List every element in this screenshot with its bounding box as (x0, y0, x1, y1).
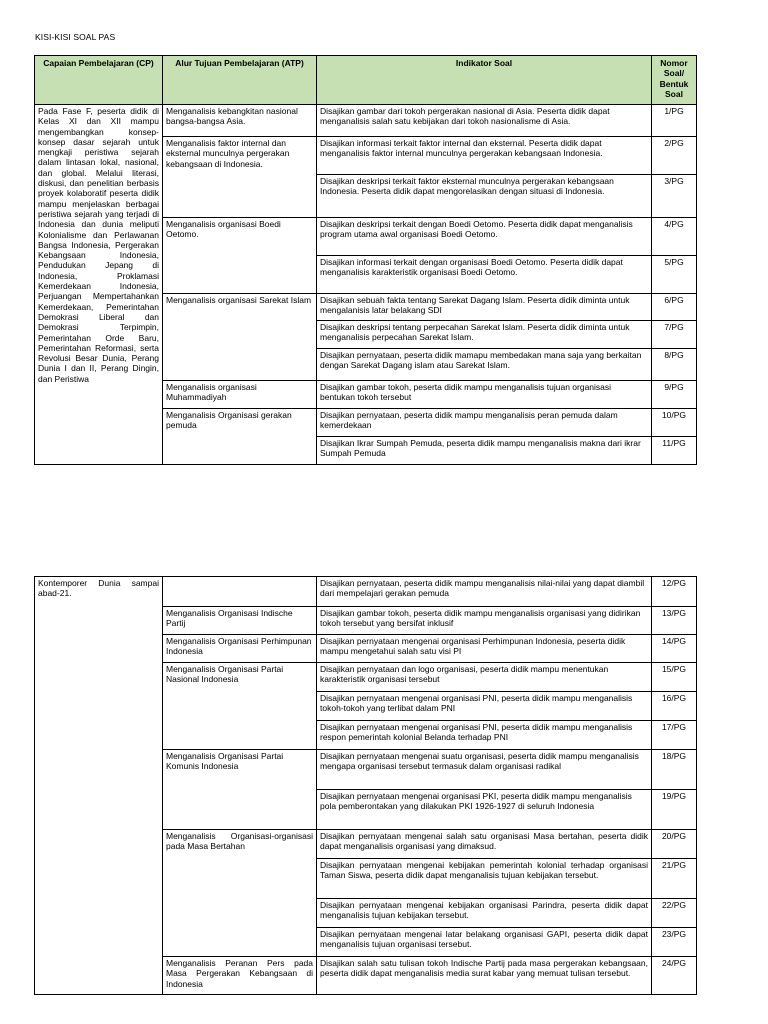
nomor-cell: 24/PG (652, 957, 697, 995)
atp-cell: Menganalisis Organisasi Partai Nasional Indonesia (163, 663, 317, 750)
nomor-cell: 19/PG (652, 790, 697, 830)
atp-cell: Menganalisis faktor internal dan eksternal munculnya pergerakan kebangsaan di Indonesia. (163, 137, 317, 218)
atp-cell: Menganalisis organisasi Muhammadiyah (163, 381, 317, 409)
header-nomor: Nomor Soal/ Bentuk Soal (652, 56, 697, 105)
indikator-cell: Disajikan pernyataan mengenai latar belakang organisasi GAPI, peserta didik dapat menganalisis tujuan organisasi tersebut. (317, 928, 652, 957)
nomor-cell: 6/PG (652, 294, 697, 321)
indikator-cell: Disajikan deskripsi tentang perpecahan Sarekat Islam. Peserta didik diminta untuk menganalisis perpecahan Sarekat Islam. (317, 321, 652, 349)
indikator-cell: Disajikan pernyataan, peserta didik mamapu membedakan mana saja yang berkaitan dengan Sarekat Dagang islam atau Sarekat Islam. (317, 349, 652, 381)
atp-cell: Menganalisis kebangkitan nasional bangsa-bangsa Asia. (163, 105, 317, 137)
kisi-kisi-table-page-1 (34, 55, 697, 465)
nomor-cell: 3/PG (652, 175, 697, 218)
table-row (35, 105, 697, 137)
document-title: KISI-KISI SOAL PAS (35, 32, 116, 42)
nomor-cell: 14/PG (652, 635, 697, 663)
nomor-cell: 11/PG (652, 437, 697, 465)
indikator-cell: Disajikan pernyataan mengenai organisasi Perhimpunan Indonesia, peserta didik mampu mengetahui salah satu visi PI (317, 635, 652, 663)
indikator-cell: Disajikan gambar dari tokoh pergerakan nasional di Asia. Peserta didik dapat menganalisis salah satu kebijakan dari tokoh nasionalisme di Asia. (317, 105, 652, 137)
nomor-cell: 13/PG (652, 607, 697, 635)
nomor-cell: 21/PG (652, 859, 697, 899)
indikator-cell: Disajikan pernyataan mengenai organisasi PNI, peserta didik mampu menganalisis respon pemerintah kolonial Belanda terhadap PNI (317, 721, 652, 750)
indikator-cell: Disajikan pernyataan, peserta didik mampu menganalisis nilai-nilai yang dapat diambil dari mempelajari gerakan pemuda (317, 577, 652, 607)
header-cp: Capaian Pembelajaran (CP) (35, 56, 163, 105)
atp-cell: Menganalisis Organisasi Perhimpunan Indonesia (163, 635, 317, 663)
indikator-cell: Disajikan sebuah fakta tentang Sarekat Dagang Islam. Peserta didik diminta untuk mengalanisis latar belakang SDI (317, 294, 652, 321)
indikator-cell: Disajikan pernyataan mengenai kebijakan pemerintah kolonial terhadap organisasi Taman Siswa, peserta didik dapat menganalisis tujuan kebijakan tersebut. (317, 859, 652, 899)
indikator-cell: Disajikan salah satu tulisan tokoh Indische Partij pada masa pergerakan kebangsaan, peserta didik dapat menganalisis media surat kabar yang memuat tulisan tersebut. (317, 957, 652, 995)
nomor-cell: 8/PG (652, 349, 697, 381)
indikator-cell: Disajikan pernyataan mengenai kebijakan organisasi Parindra, peserta didik dapat menganalisis tujuan kebijakan tersebut. (317, 899, 652, 928)
table-row (35, 577, 697, 607)
table-header-row (35, 56, 697, 105)
indikator-cell: Disajikan deskripsi terkait faktor eksternal munculnya pergerakan kebangsaan Indonesia. Peserta didik dapat mengorelasikan dengan situasi di Indonesia. (317, 175, 652, 218)
kisi-kisi-table-page-2 (34, 576, 697, 995)
atp-cell: Menganalisis organisasi Boedi Oetomo. (163, 218, 317, 294)
indikator-cell: Disajikan pernyataan mengenai organisasi PNI, peserta didik mampu menganalisis tokoh-tokoh yang terlibat dalam PNI (317, 692, 652, 721)
indikator-cell: Disajikan pernyataan mengenai salah satu organisasi Masa bertahan, peserta didik dapat menganalisis organisasi yang dimaksud. (317, 830, 652, 859)
indikator-cell: Disajikan informasi terkait dengan organisasi Boedi Oetomo. Peserta didik dapat menganalisis karakteristik organisasi Boedi Oetomo. (317, 256, 652, 294)
atp-cell: Menganalisis Organisasi Partai Komunis Indonesia (163, 750, 317, 830)
nomor-cell: 23/PG (652, 928, 697, 957)
page-gap (0, 494, 768, 574)
nomor-cell: 9/PG (652, 381, 697, 409)
indikator-cell: Disajikan Ikrar Sumpah Pemuda, peserta didik mampu menganalisis makna dari ikrar Sumpah Pemuda (317, 437, 652, 465)
indikator-cell: Disajikan pernyataan mengenai suatu organisasi, peserta didik mampu menganalisis mengapa organisasi tersebut termasuk dalam organisasi radikal (317, 750, 652, 790)
atp-cell-empty (163, 577, 317, 607)
atp-cell: Menganalisis Peranan Pers pada Masa Pergerakan Kebangsaan di Indonesia (163, 957, 317, 995)
nomor-cell: 20/PG (652, 830, 697, 859)
nomor-cell: 10/PG (652, 409, 697, 437)
indikator-cell: Disajikan pernyataan mengenai organisasi PKI, peserta didik mampu menganalisis pola pemberontakan yang dilakukan PKI 1926-1927 di seluruh Indonesia (317, 790, 652, 830)
nomor-cell: 4/PG (652, 218, 697, 256)
indikator-cell: Disajikan gambar tokoh, peserta didik mampu menganalisis tujuan organisasi bentukan tokoh tersebut (317, 381, 652, 409)
nomor-cell: 5/PG (652, 256, 697, 294)
header-atp: Alur Tujuan Pembelajaran (ATP) (163, 56, 317, 105)
indikator-cell: Disajikan pernyataan dan logo organisasi, peserta didik mampu menentukan karakteristik organisasi tersebut (317, 663, 652, 692)
cp-cell: Pada Fase F, peserta didik di Kelas XI dan XII mampu mengembangkan konsep-konsep dasar sejarah untuk mengkaji peristiwa sejarah dalam lintasan lokal, nasional, dan global. Melalui literasi, diskusi, dan penelitian berbasis proyek kolaboratif peserta didik mampu menjelaskan berbagai peristiwa sejarah yang terjadi di Indonesia dan dunia meliputi Kolonialisme dan Perlawanan Bangsa Indonesia, Pergerakan Kebangsaan Indonesia, Pendudukan Jepang di Indonesia, Proklamasi Kemerdekaan Indonesia, Perjuangan Mempertahankan Kemerdekaan, Pemerintahan Demokrasi Liberal dan Demokrasi Terpimpin, Pemerintahan Orde Baru, Pemerintahan Reformasi, serta Revolusi Besar Dunia, Perang Dunia I dan II, Perang Dingin, dan Peristiwa (35, 105, 163, 465)
nomor-cell: 7/PG (652, 321, 697, 349)
indikator-cell: Disajikan deskripsi terkait dengan Boedi Oetomo. Peserta didik dapat menganalisis program utama awal organisasi Boedi Oetomo. (317, 218, 652, 256)
nomor-cell: 22/PG (652, 899, 697, 928)
indikator-cell: Disajikan pernyataan, peserta didik mampu menganalisis peran pemuda dalam kemerdekaan (317, 409, 652, 437)
nomor-cell: 15/PG (652, 663, 697, 692)
nomor-cell: 12/PG (652, 577, 697, 607)
atp-cell: Menganalisis Organisasi Indische Partij (163, 607, 317, 635)
indikator-cell: Disajikan informasi terkait faktor internal dan eksternal. Peserta didik dapat menganalisis faktor internal munculnya pergerakan kebangsaan Indonesia. (317, 137, 652, 175)
atp-cell: Menganalisis organisasi Sarekat Islam (163, 294, 317, 381)
nomor-cell: 2/PG (652, 137, 697, 175)
nomor-cell: 17/PG (652, 721, 697, 750)
atp-cell: Menganalisis Organisasi-organisasi pada Masa Bertahan (163, 830, 317, 957)
nomor-cell: 18/PG (652, 750, 697, 790)
atp-cell: Menganalisis Organisasi gerakan pemuda (163, 409, 317, 465)
indikator-cell: Disajikan gambar tokoh, peserta didik mampu menganalisis organisasi yang didirikan tokoh tersebut yang bersifat inklusif (317, 607, 652, 635)
nomor-cell: 1/PG (652, 105, 697, 137)
cp-cell: Kontemporer Dunia sampai abad-21. (35, 577, 163, 995)
header-indikator: Indikator Soal (317, 56, 652, 105)
nomor-cell: 16/PG (652, 692, 697, 721)
